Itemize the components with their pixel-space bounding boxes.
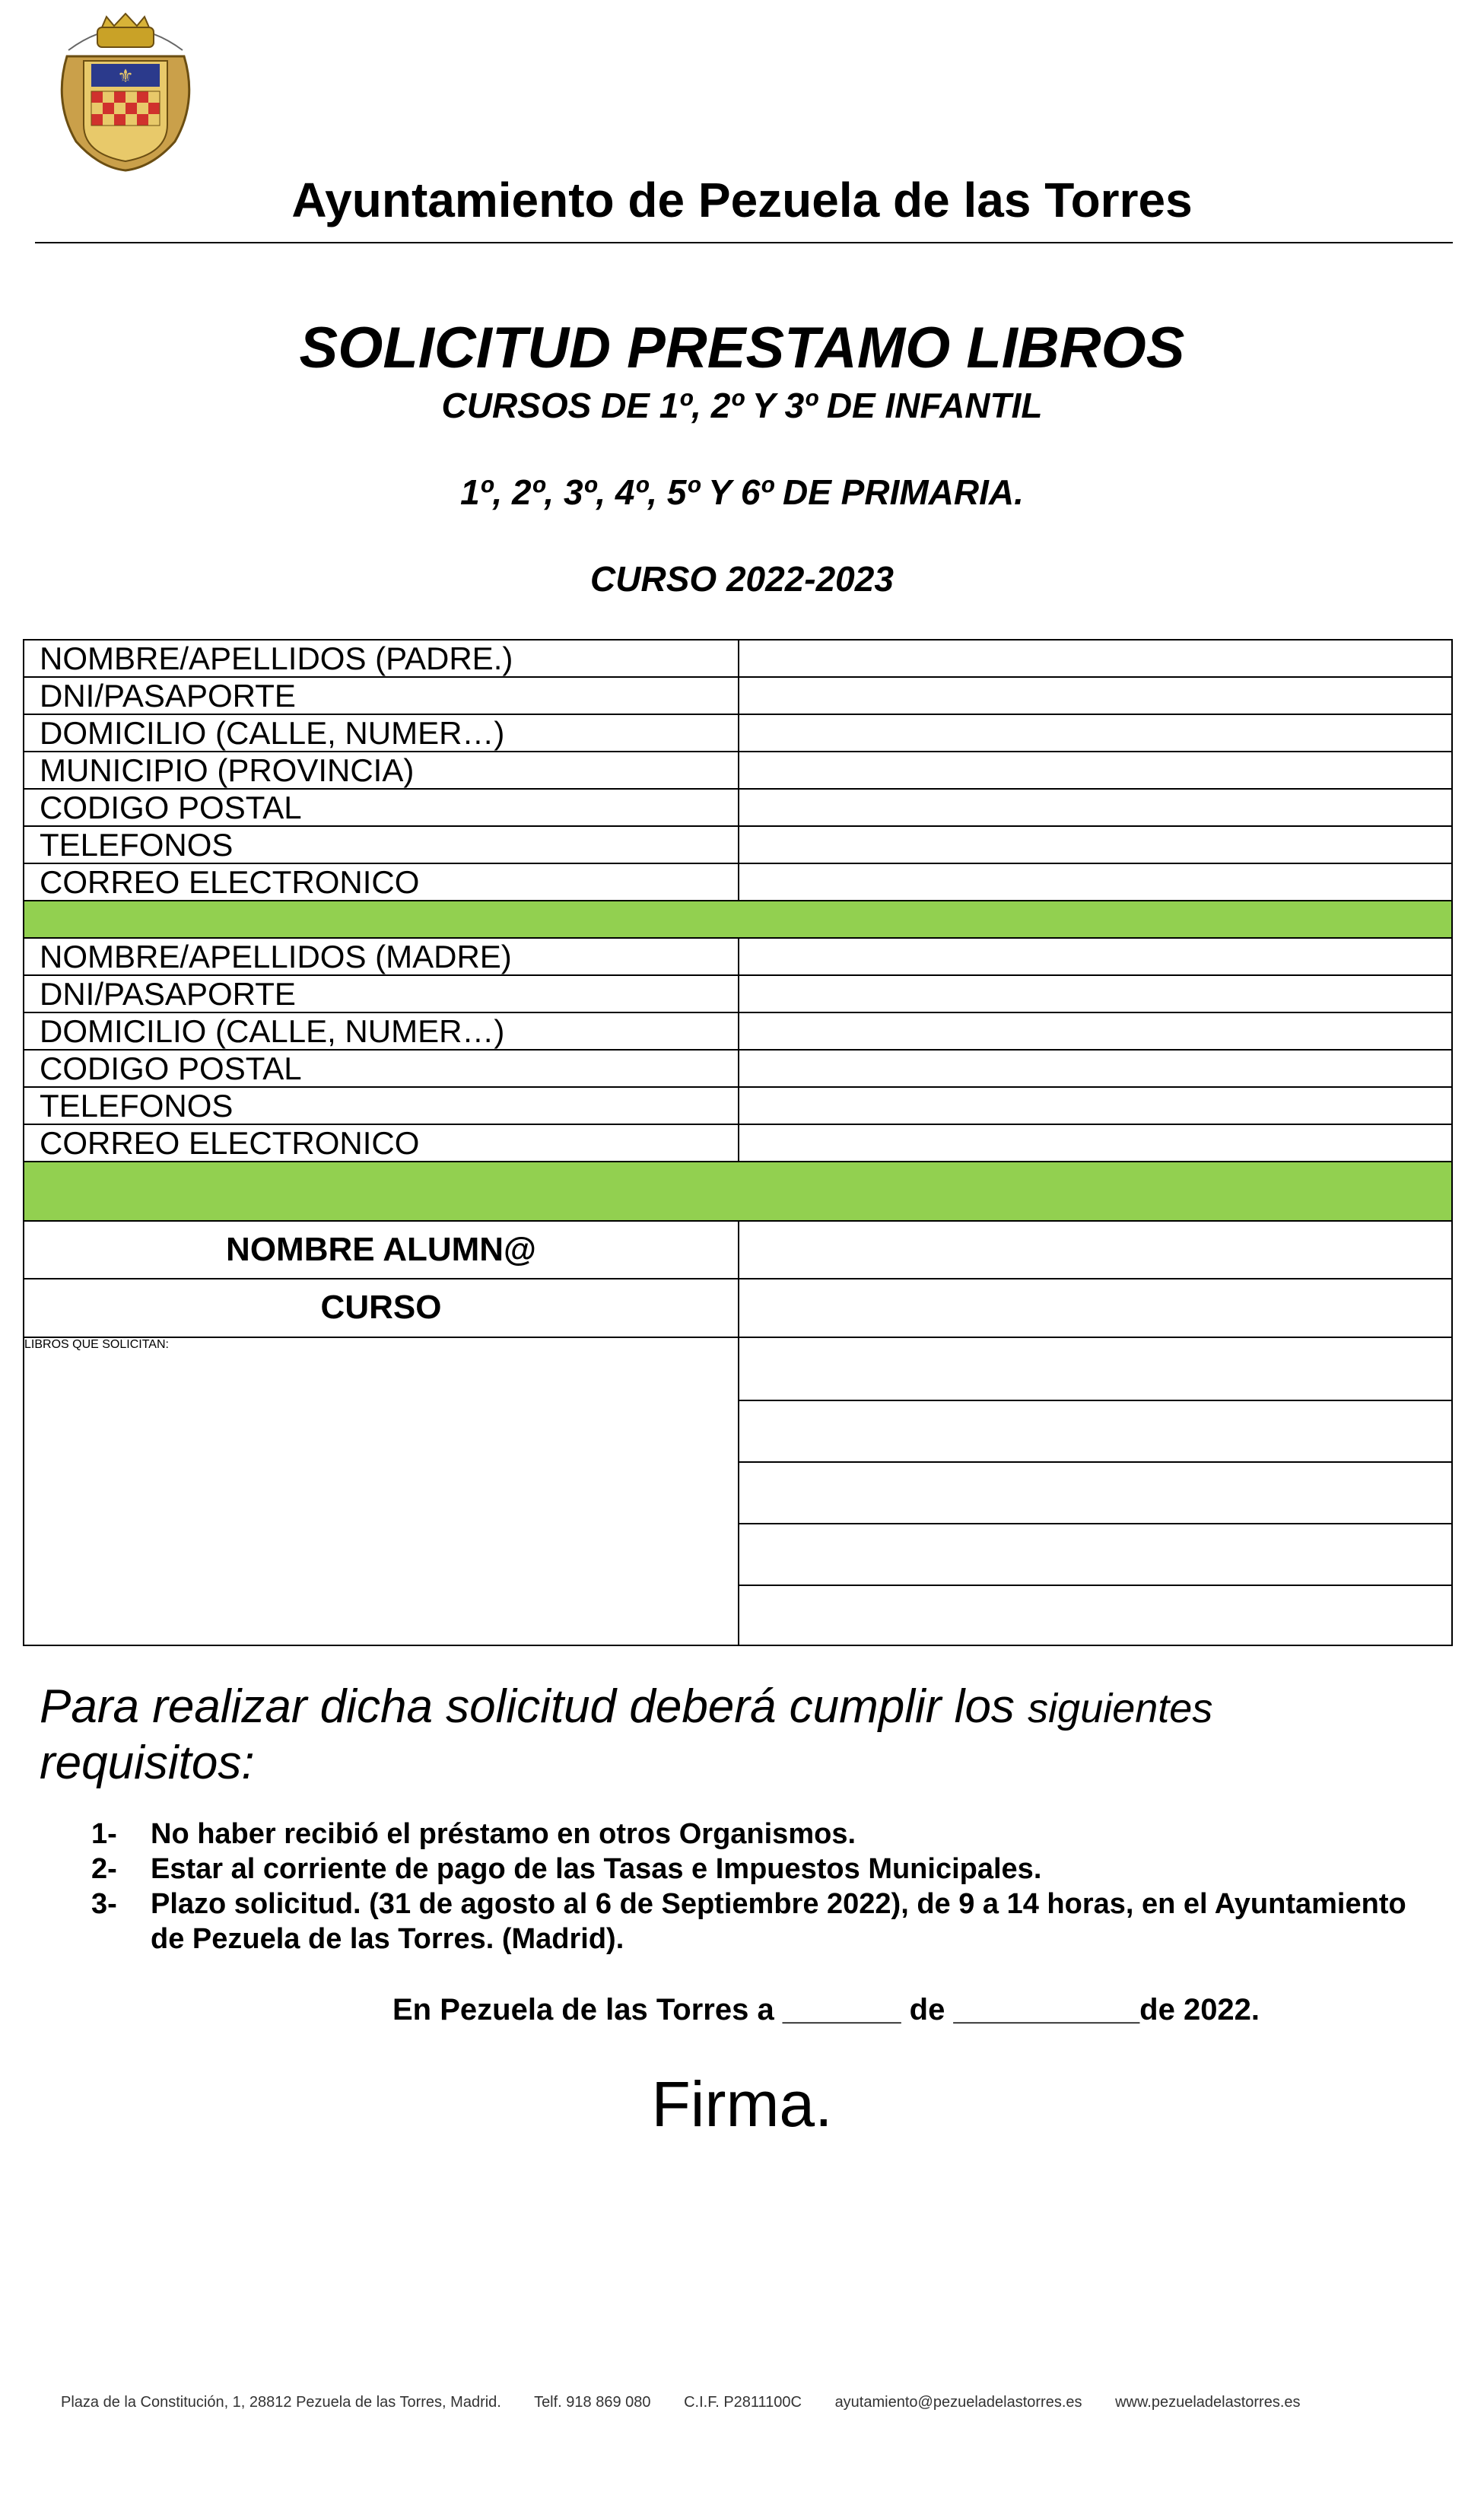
document-subtitle-primaria: 1º, 2º, 3º, 4º, 5º Y 6º DE PRIMARIA. <box>460 472 1024 512</box>
form-row-mother-email[interactable] <box>24 1125 1451 1162</box>
form-row-father-phones[interactable] <box>24 827 1451 864</box>
course-label: CURSO <box>320 1289 442 1326</box>
requirement-number: 1- <box>91 1818 117 1850</box>
form-row-student-name[interactable] <box>24 1222 1451 1279</box>
footer-phone: Telf. 918 869 080 <box>534 2394 651 2411</box>
requirements-list <box>91 1817 1430 1956</box>
requirement-item <box>91 1817 1430 1852</box>
form-row-label: CODIGO POSTAL <box>40 790 302 825</box>
footer-email-link[interactable]: ayutamiento@pezueladelastorres.es <box>834 2394 1082 2411</box>
requirement-text: Estar al corriente de pago de las Tasas e Impuestos Municipales. <box>151 1853 1042 1885</box>
document-subtitle-infantil: CURSOS DE 1º, 2º Y 3º DE INFANTIL <box>441 386 1043 425</box>
student-name-label: NOMBRE ALUMN@ <box>226 1231 536 1268</box>
document-subtitle-curso: CURSO 2022-2023 <box>590 559 894 599</box>
requirement-text: Plazo solicitud. (31 de agosto al 6 de Septiembre 2022), de 9 a 14 horas, en el Ayuntamiento de Pezuela de las Torres. (Madrid). <box>151 1888 1406 1955</box>
footer-cif: C.I.F. P2811100C <box>684 2394 802 2411</box>
form-row-label: CORREO ELECTRONICO <box>40 1125 420 1161</box>
form-row-label: NOMBRE/APELLIDOS (MADRE) <box>40 939 512 974</box>
requirement-item <box>91 1887 1430 1956</box>
form-row-father-dni[interactable] <box>24 678 1451 715</box>
requirements-intro-small: siguientes <box>1028 1686 1213 1731</box>
form-row-label: NOMBRE/APELLIDOS (PADRE.) <box>40 641 513 676</box>
requirement-text: No haber recibió el préstamo en otros Organismos. <box>151 1818 856 1850</box>
form-row-father-address[interactable] <box>24 715 1451 752</box>
form-row-label: TELEFONOS <box>40 1088 234 1124</box>
form-row-father-name[interactable] <box>24 641 1451 678</box>
requirements-intro <box>40 1680 1424 1791</box>
municipal-coat-of-arms-logo <box>53 11 198 173</box>
footer-website-link[interactable]: www.pezueladelastorres.es <box>1115 2394 1301 2411</box>
header-divider <box>35 242 1453 243</box>
form-row-label: DNI/PASAPORTE <box>40 678 296 714</box>
book-entry-line[interactable] <box>738 1400 1453 1401</box>
requirement-number: 3- <box>91 1888 117 1920</box>
book-entry-line[interactable] <box>738 1461 1453 1463</box>
form-row-label: DOMICILIO (CALLE, NUMER…) <box>40 715 505 751</box>
form-row-label: DOMICILIO (CALLE, NUMER…) <box>40 1013 505 1049</box>
form-row-father-email[interactable] <box>24 864 1451 901</box>
svg-text:⚜: ⚜ <box>117 65 134 87</box>
book-entry-line[interactable] <box>738 1523 1453 1524</box>
form-row-father-postal-code[interactable] <box>24 790 1451 827</box>
place-date-line[interactable]: En Pezuela de las Torres a _______ de ___________de 2022. <box>392 1993 1260 2026</box>
form-row-father-municipality[interactable] <box>24 752 1451 790</box>
footer-contact-info <box>61 2394 1445 2411</box>
form-row-mother-postal-code[interactable] <box>24 1051 1451 1088</box>
books-requested-label: LIBROS QUE SOLICITAN: <box>24 1338 169 1351</box>
book-entry-line[interactable] <box>738 1585 1453 1586</box>
footer-address: Plaza de la Constitución, 1, 28812 Pezuela de las Torres, Madrid. <box>61 2394 501 2411</box>
form-row-mother-dni[interactable] <box>24 976 1451 1013</box>
form-row-mother-name[interactable] <box>24 939 1451 976</box>
form-row-label: DNI/PASAPORTE <box>40 976 296 1012</box>
form-row-label: MUNICIPIO (PROVINCIA) <box>40 752 415 788</box>
form-row-course[interactable] <box>24 1279 1451 1338</box>
header-title: Ayuntamiento de Pezuela de las Torres <box>291 173 1193 227</box>
signature-label: Firma. <box>651 2068 833 2140</box>
requirement-item <box>91 1852 1430 1887</box>
requirement-number: 2- <box>91 1853 117 1885</box>
form-row-label: CORREO ELECTRONICO <box>40 864 420 900</box>
form-separator-green <box>24 901 1451 939</box>
form-row-mother-address[interactable] <box>24 1013 1451 1051</box>
form-row-mother-phones[interactable] <box>24 1088 1451 1125</box>
requirements-intro-main: Para realizar dicha solicitud deberá cumplir los <box>40 1680 1015 1733</box>
application-form-table <box>23 639 1453 1646</box>
form-row-label: CODIGO POSTAL <box>40 1051 302 1086</box>
form-separator-green <box>24 1162 1451 1222</box>
books-requested-cell <box>24 1338 738 1645</box>
requirements-intro-end: requisitos: <box>40 1737 255 1789</box>
form-row-label: TELEFONOS <box>40 827 234 863</box>
document-title: SOLICITUD PRESTAMO LIBROS <box>299 316 1185 380</box>
